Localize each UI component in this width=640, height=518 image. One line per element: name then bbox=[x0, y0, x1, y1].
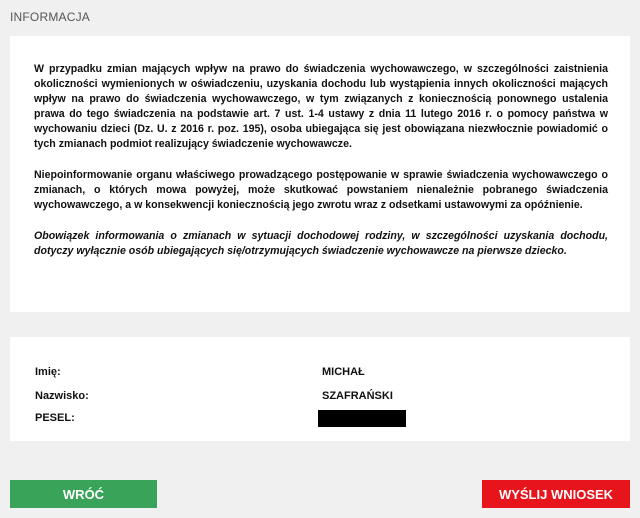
info-paragraph-obligation: Obowiązek informowania o zmianach w sytuacji dochodowej rodziny, w szczególności uzyskania dochodu, dotyczy wyłącznie osób ubiegających się/otrzymujących świadczenie wychowawcze na pierwsze dziecko. bbox=[34, 230, 608, 257]
last-name-row bbox=[10, 390, 630, 406]
info-paragraph-consequences: Niepoinformowanie organu właściwego prowadzącego postępowanie w sprawie świadczenia wychowawczego o zmianach, o których mowa powyżej, może skutkować powstaniem nienależnie pobranego świadczenia wychowawczego, a w konsekwencji koniecznością jego zwrotu wraz z odsetkami ustawowymi za opóźnienie. bbox=[34, 169, 608, 211]
page-title: INFORMACJA bbox=[10, 10, 90, 24]
first-name-value: MICHAŁ bbox=[322, 366, 365, 378]
last-name-value: SZAFRAŃSKI bbox=[322, 390, 393, 402]
first-name-label: Imię: bbox=[35, 366, 61, 378]
pesel-row bbox=[10, 412, 630, 428]
applicant-data-panel bbox=[10, 337, 630, 441]
info-paragraph-changes: W przypadku zmian mających wpływ na prawo do świadczenia wychowawczego, w szczególności zaistnienia okoliczności wymienionych w oświadczeniu, uzyskania dochodu lub wystąpienia innych okoliczności mających wpływ na prawo do świadczenia wychowawczego, w tym związanych z koniecznością ponownego ustalenia prawa do tego świadczenia na podstawie art. 7 ust. 1-4 ustawy z dnia 11 lutego 2016 r. o pomocy państwa w wychowaniu dzieci (Dz. U. z 2016 r. poz. 195), osoba ubiegająca się jest obowiązana niezwłocznie powiadomić o tych zmianach podmiot realizujący świadczenie wychowawcze. bbox=[34, 63, 608, 150]
send-application-button[interactable]: WYŚLIJ WNIOSEK bbox=[482, 480, 630, 508]
pesel-redacted-value bbox=[318, 410, 406, 427]
last-name-label: Nazwisko: bbox=[35, 390, 89, 402]
pesel-label: PESEL: bbox=[35, 412, 75, 424]
back-button[interactable]: WRÓĆ bbox=[10, 480, 157, 508]
information-panel bbox=[10, 36, 630, 312]
first-name-row bbox=[10, 366, 630, 382]
